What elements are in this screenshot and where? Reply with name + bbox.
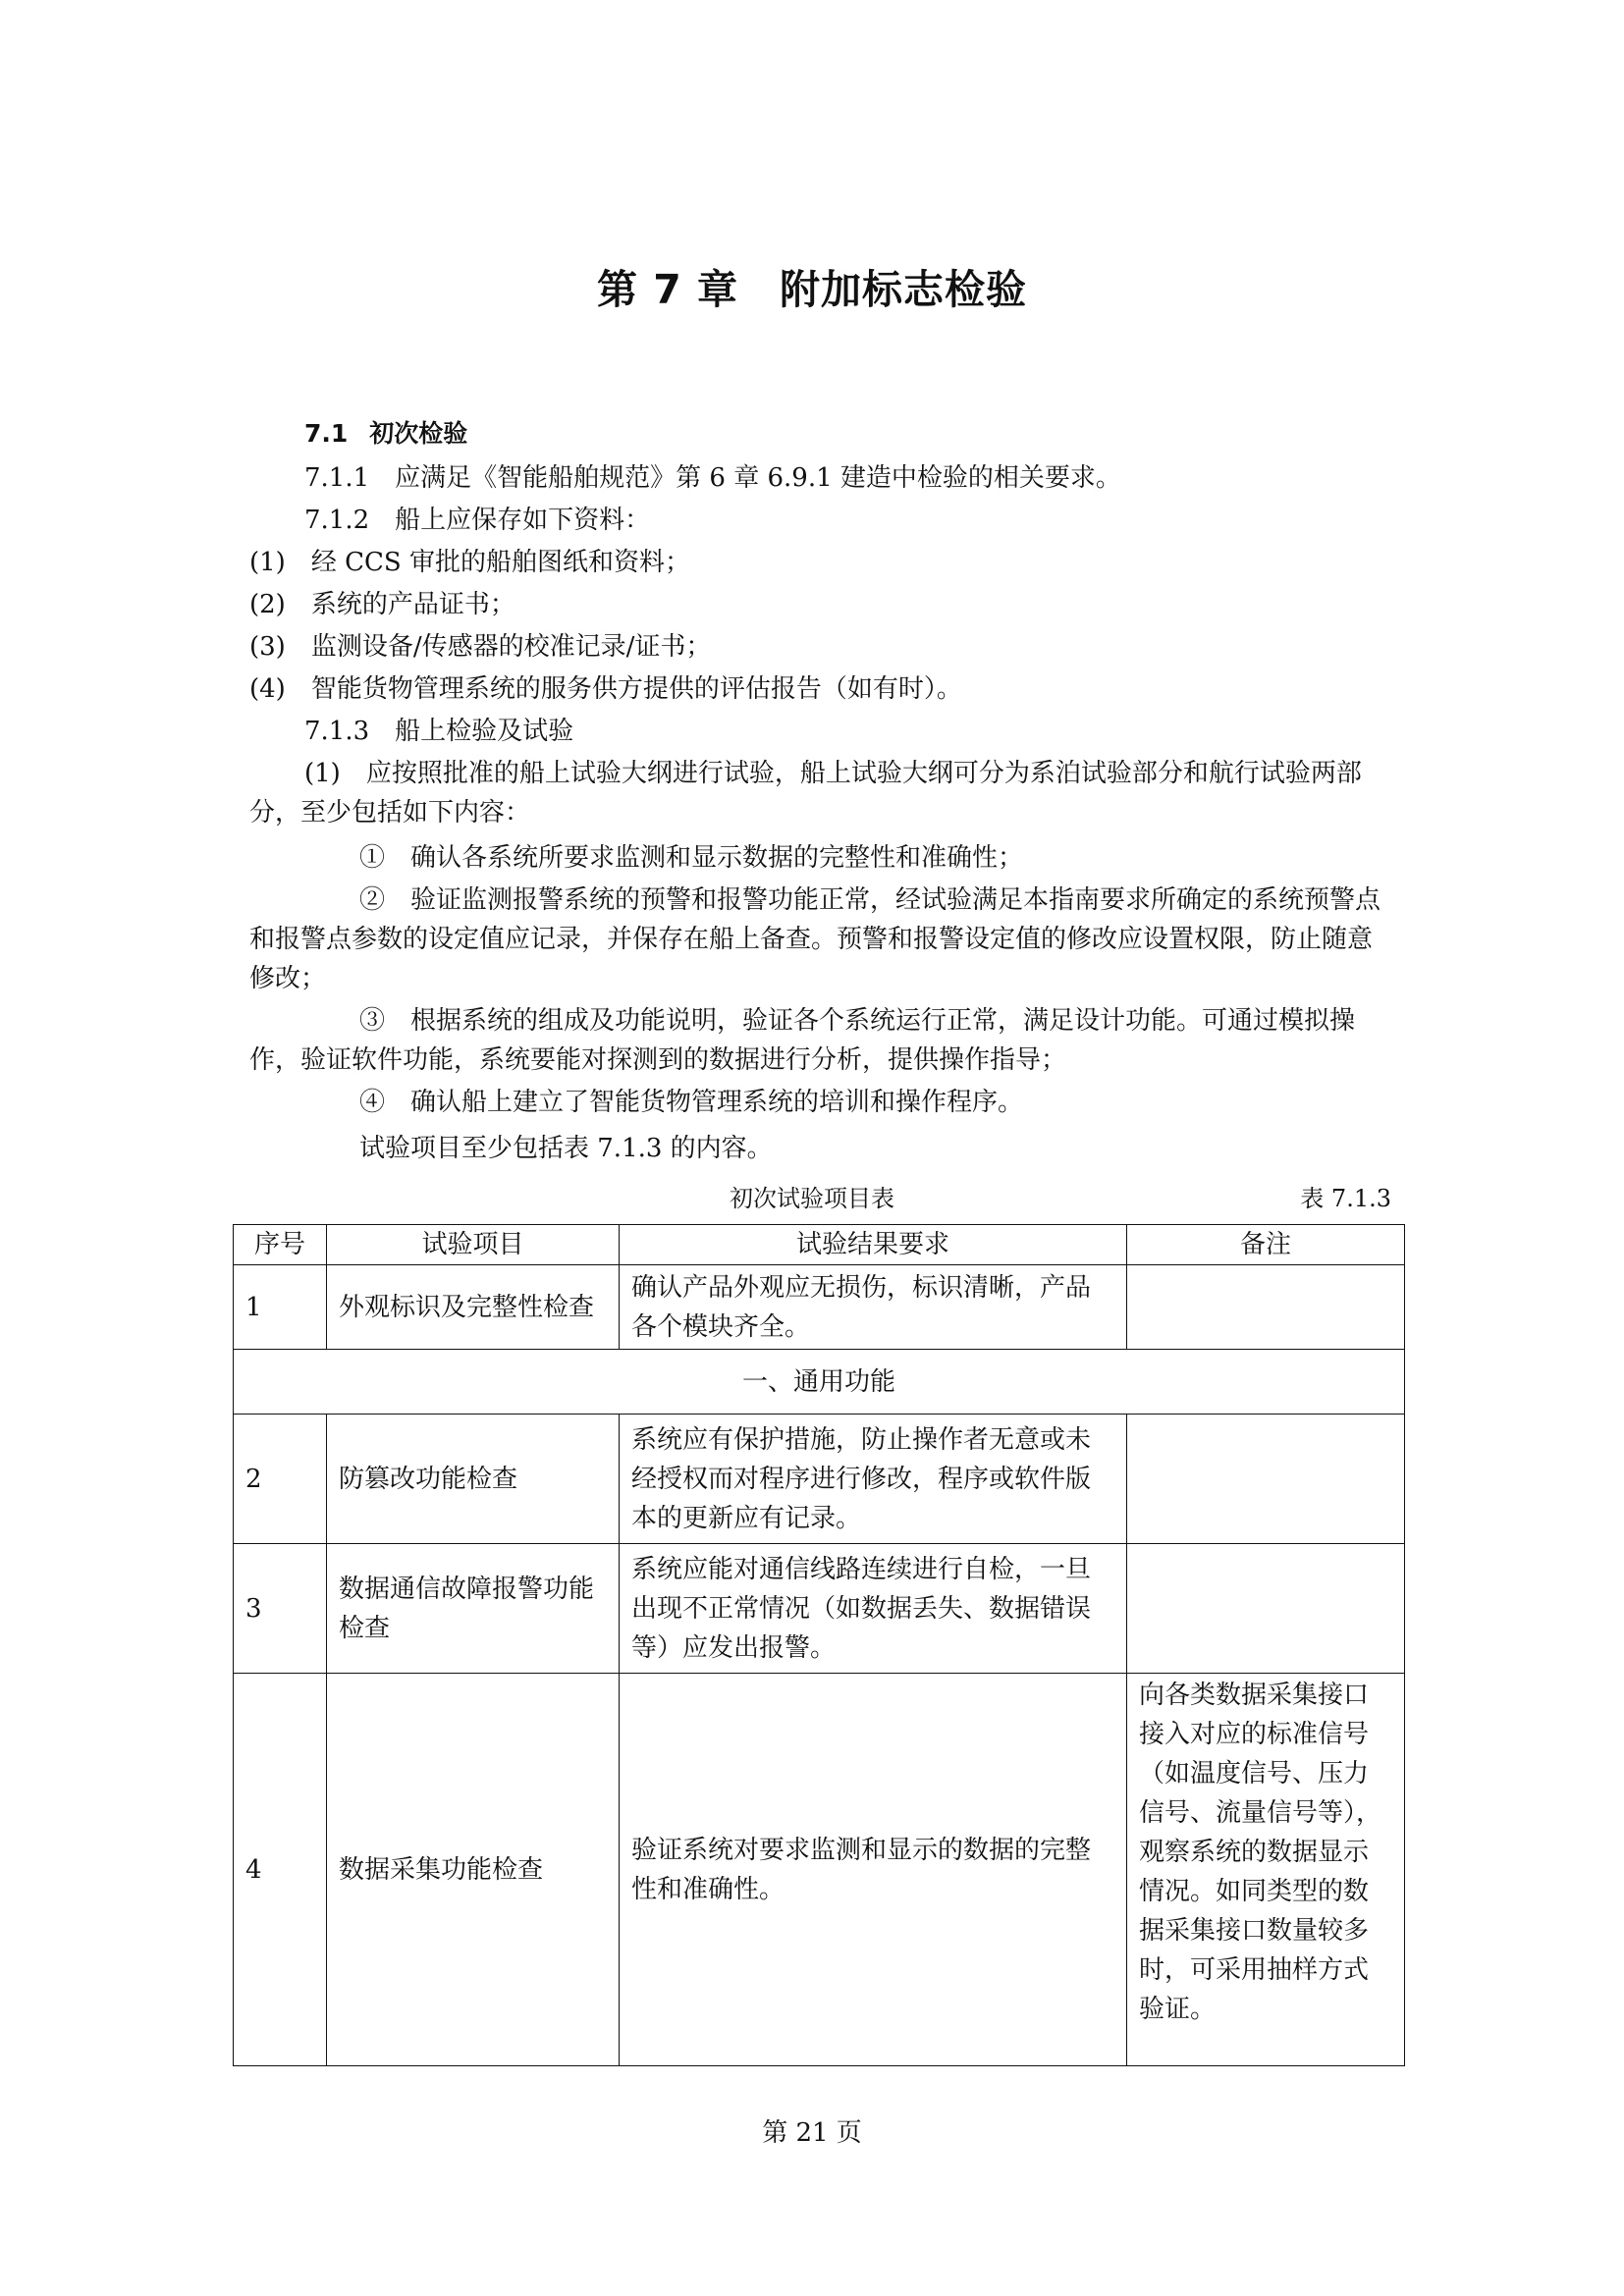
row-no: 3	[234, 1544, 327, 1674]
test-items-table	[233, 1224, 1405, 2066]
row-item: 外观标识及完整性检查	[327, 1265, 620, 1350]
row-no: 1	[234, 1265, 327, 1350]
table-row	[234, 1415, 1405, 1544]
row-requirement: 系统应能对通信线路连续进行自检，一旦出现不正常情况（如数据丢失、数据错误等）应发出报警。	[620, 1544, 1127, 1674]
row-remark	[1127, 1265, 1405, 1350]
row-item: 数据采集功能检查	[327, 1674, 620, 2066]
clause-7-1-1: 7.1.1 应满足《智能船舶规范》第 6 章 6.9.1 建造中检验的相关要求。	[304, 463, 1121, 493]
document-item-3: (3) 监测设备/传感器的校准记录/证书；	[249, 632, 712, 662]
test-content-item-2: ② 验证监测报警系统的预警和报警功能正常，经试验满足本指南要求所确定的系统预警点和报警点参数的设定值应记录，并保存在船上备查。预警和报警设定值的修改应设置权限，防止随意修改；	[249, 885, 1381, 993]
header-remark: 备注	[1127, 1225, 1405, 1265]
section-number: 7.1	[304, 419, 349, 448]
row-remark	[1127, 1415, 1405, 1544]
row-item: 防篡改功能检查	[327, 1415, 620, 1544]
table-number: 表 7.1.3	[1300, 1185, 1391, 1212]
table-section-row	[234, 1350, 1405, 1415]
table-row	[234, 1674, 1405, 2066]
row-requirement: 系统应有保护措施，防止操作者无意或未经授权而对程序进行修改，程序或软件版本的更新应有记录。	[620, 1415, 1127, 1544]
table-row	[234, 1544, 1405, 1674]
section-row-label: 一、通用功能	[234, 1350, 1405, 1415]
header-item: 试验项目	[327, 1225, 620, 1265]
row-requirement: 确认产品外观应无损伤，标识清晰，产品各个模块齐全。	[620, 1265, 1127, 1350]
table-header-row	[234, 1225, 1405, 1265]
section-heading	[304, 414, 467, 454]
clause-7-1-2: 7.1.2 船上应保存如下资料：	[304, 506, 651, 535]
row-requirement: 验证系统对要求监测和显示的数据的完整性和准确性。	[620, 1674, 1127, 2066]
row-item: 数据通信故障报警功能检查	[327, 1544, 620, 1674]
table-intro: 试验项目至少包括表 7.1.3 的内容。	[359, 1134, 773, 1163]
page-number: 第 21 页	[762, 2118, 862, 2148]
document-item-2: (2) 系统的产品证书；	[249, 590, 515, 619]
clause-7-1-3: 7.1.3 船上检验及试验	[304, 717, 574, 746]
test-content-item-3: ③ 根据系统的组成及功能说明，验证各个系统运行正常，满足设计功能。可通过模拟操作，验证软件功能，系统要能对探测到的数据进行分析，提供操作指导；	[249, 1006, 1356, 1075]
row-no: 2	[234, 1415, 327, 1544]
chapter-title: 第 7 章 附加标志检验	[596, 266, 1028, 313]
table-caption-title: 初次试验项目表	[730, 1185, 894, 1212]
test-outline-paragraph	[249, 754, 1388, 832]
section-title: 初次检验	[369, 419, 468, 448]
row-remark: 向各类数据采集接口接入对应的标准信号（如温度信号、压力信号、流量信号等），观察系统的数据显示情况。如同类型的数据采集接口数量较多时，可采用抽样方式验证。	[1127, 1674, 1405, 2066]
test-outline-text: (1) 应按照批准的船上试验大纲进行试验，船上试验大纲可分为系泊试验部分和航行试验两部分，至少包括如下内容：	[249, 759, 1362, 828]
test-content-item-1: ① 确认各系统所要求监测和显示数据的完整性和准确性；	[359, 843, 1024, 873]
document-item-1: (1) 经 CCS 审批的船舶图纸和资料；	[249, 548, 690, 577]
table-row	[234, 1265, 1405, 1350]
header-requirement: 试验结果要求	[620, 1225, 1127, 1265]
row-no: 4	[234, 1674, 327, 2066]
header-no: 序号	[234, 1225, 327, 1265]
test-content-item-4: ④ 确认船上建立了智能货物管理系统的培训和操作程序。	[359, 1088, 1024, 1117]
row-remark	[1127, 1544, 1405, 1674]
document-item-4: (4) 智能货物管理系统的服务供方提供的评估报告（如有时）。	[249, 674, 962, 704]
